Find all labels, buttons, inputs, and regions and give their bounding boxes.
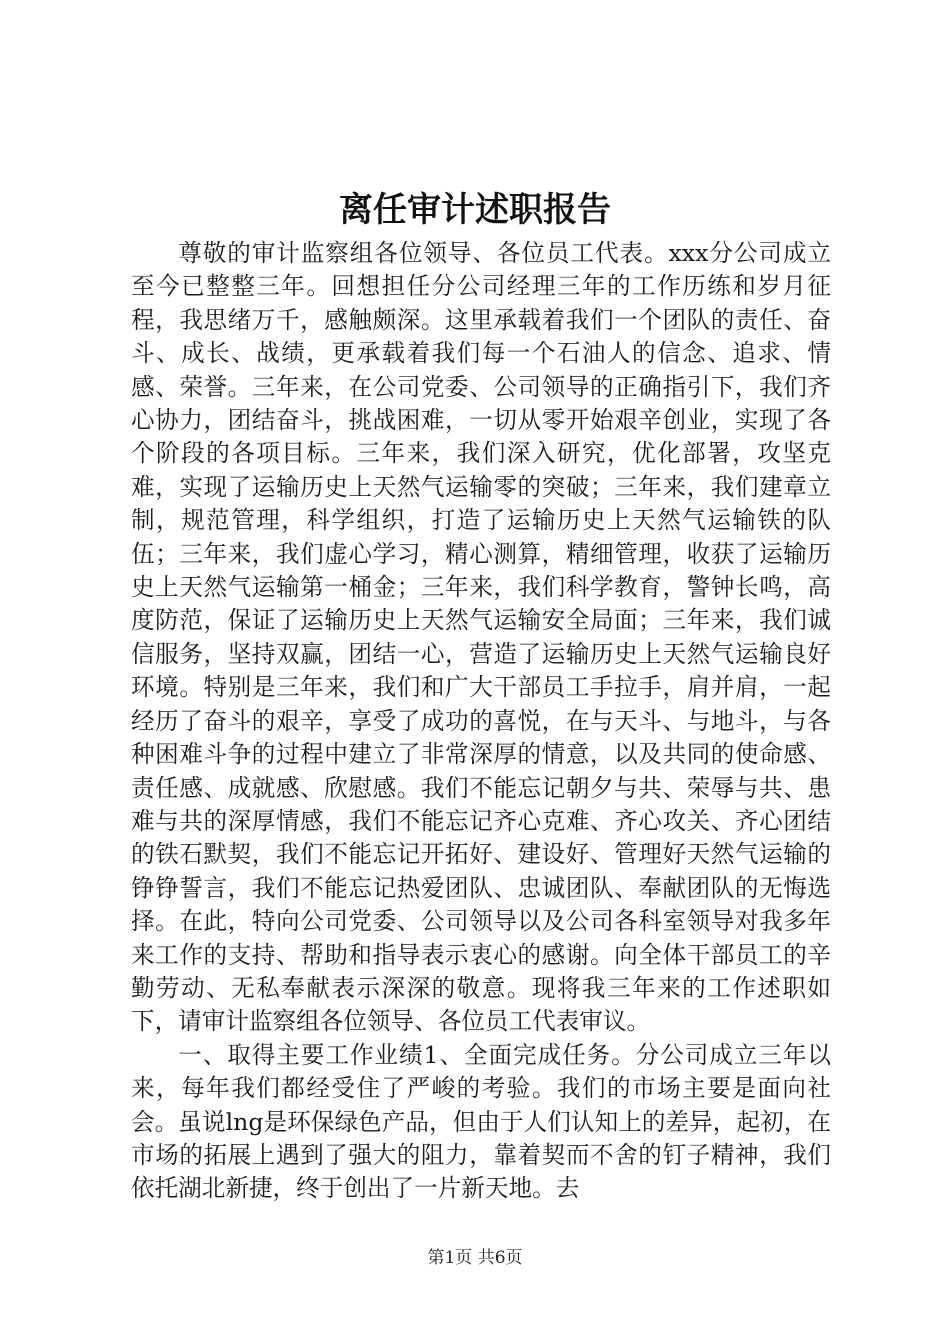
document-body <box>131 237 831 1206</box>
page-number-footer: 第1页 共6页 <box>427 1248 523 1268</box>
paragraph-2: 一、取得主要工作业绩1、全面完成任务。分公司成立三年以来，每年我们都经受住了严峻的考验。我们的市场主要是面向社会。虽说lng是环保绿色产品，但由于人们认知上的差异，起初，在市场的拓展上遇到了强大的阻力，靠着契而不舍的钉子精神，我们依托湖北新捷，终于创出了一片新天地。去 <box>131 1040 831 1203</box>
document-title: 离任审计述职报告 <box>339 190 611 230</box>
paragraph-1: 尊敬的审计监察组各位领导、各位员工代表。xxx分公司成立至今已整整三年。回想担任分公司经理三年的工作历练和岁月征程，我思绪万千，感触颇深。这里承载着我们一个团队的责任、奋斗、成长、战绩，更承载着我们每一个石油人的信念、追求、情感、荣誉。三年来，在公司党委、公司领导的正确指引下，我们齐心协力，团结奋斗，挑战困难，一切从零开始艰辛创业，实现了各个阶段的各项目标。三年来，我们深入研究，优化部署，攻坚克难，实现了运输历史上天然气运输零的突破；三年来，我们建章立制，规范管理，科学组织，打造了运输历史上天然气运输铁的队伍；三年来，我们虚心学习，精心测算，精细管理，收获了运输历史上天然气运输第一桶金；三年来，我们科学教育，警钟长鸣，高度防范，保证了运输历史上天然气运输安全局面；三年来，我们诚信服务，坚持双赢，团结一心，营造了运输历史上天然气运输良好环境。特别是三年来，我们和广大干部员工手拉手，肩并肩，一起经历了奋斗的艰辛，享受了成功的喜悦，在与天斗、与地斗，与各种困难斗争的过程中建立了非常深厚的情意，以及共同的使命感、责任感、成就感、欣慰感。我们不能忘记朝夕与共、荣辱与共、患难与共的深厚情感，我们不能忘记齐心克难、齐心攻关、齐心团结的铁石默契，我们不能忘记开拓好、建设好、管理好天然气运输的铮铮誓言，我们不能忘记热爱团队、忠诚团队、奉献团队的无悔选择。在此，特向公司党委、公司领导以及公司各科室领导对我多年来工作的支持、帮助和指导表示衷心的感谢。向全体干部员工的辛勤劳动、无私奉献表示深深的敬意。现将我三年来的工作述职如下，请审计监察组各位领导、各位员工代表审议。 <box>131 239 831 1036</box>
